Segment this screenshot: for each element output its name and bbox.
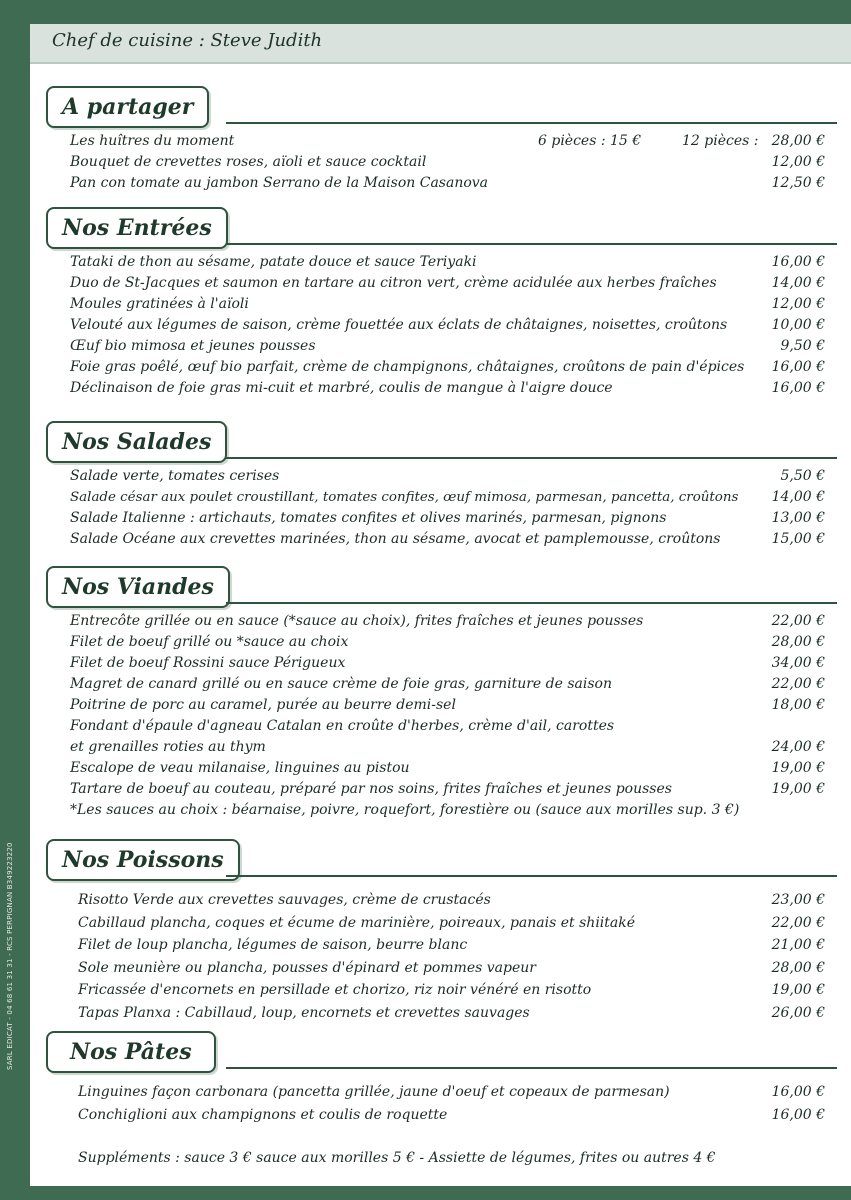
header-band [30,24,851,64]
item-desc: Linguines façon carbonara (pancetta grillée, jaune d'oeuf et copeaux de parmesan) [78,1084,670,1100]
item-list [30,889,851,1024]
section-divider [226,457,837,459]
menu-item [30,632,851,653]
item-desc: Fricassée d'encornets en persillade et chorizo, riz noir vénéré en risotto [78,982,592,998]
section-title: Nos Viandes [46,566,230,608]
section-title: Nos Pâtes [46,1031,216,1073]
menu-item [30,779,851,800]
item-desc: Tapas Planxa : Cabillaud, loup, encornets et crevettes sauvages [78,1004,530,1021]
item-desc: et grenailles roties au thym [70,739,266,755]
item-price: 23,00 € [771,892,825,908]
menu-item [30,695,851,716]
item-price: 24,00 € [771,739,825,755]
item-price: 22,00 € [771,613,825,629]
menu-item [30,934,851,957]
item-price: 28,00 € [771,634,825,650]
item-desc: Foie gras poêlé, œuf bio parfait, crème de champignons, châtaignes, croûtons de pain d'épices [70,359,745,375]
item-price: 9,50 € [780,338,825,354]
item-price: 26,00 € [771,1004,825,1021]
item-price: 16,00 € [771,1106,825,1123]
item-price: 22,00 € [771,676,825,692]
menu-item [30,273,851,294]
menu-item [30,173,851,194]
menu-item [30,912,851,935]
sauce-note: *Les sauces au choix : béarnaise, poivre, roquefort, forestière ou (sauce aux morilles sup. 3 €) [70,802,740,818]
menu-item [30,378,851,399]
item-price: 16,00 € [771,1084,825,1100]
section-title: Nos Poissons [46,839,240,881]
item-desc: Salade Italienne : artichauts, tomates confites et olives marinés, parmesan, pignons [70,510,667,526]
item-price: 22,00 € [771,914,825,931]
item-desc: Escalope de veau milanaise, linguines au pistou [70,760,410,776]
item-desc: Sole meunière ou plancha, pousses d'épinard et pommes vapeur [78,959,536,976]
item-price: 19,00 € [771,781,825,797]
menu-item [30,889,851,912]
supplements-note: Suppléments : sauce 3 € sauce aux morilles 5 € - Assiette de légumes, frites ou autres 4 € [78,1150,716,1166]
item-price: 28,00 € [771,133,825,149]
menu-item [30,487,851,508]
menu-item [30,1081,851,1104]
item-price: 34,00 € [771,655,825,671]
item-list [30,611,851,821]
item-price: 28,00 € [771,959,825,976]
item-price: 13,00 € [771,510,825,526]
menu-item [30,674,851,695]
item-desc: Risotto Verde aux crevettes sauvages, crème de crustacés [78,892,491,908]
item-desc: Déclinaison de foie gras mi-cuit et marbré, coulis de mangue à l'aigre douce [70,380,613,396]
item-option-6: 6 pièces : 15 € [538,133,642,149]
item-price: 16,00 € [771,254,825,270]
section-divider [226,1067,837,1069]
item-desc: Conchiglioni aux champignons et coulis de roquette [78,1106,448,1123]
item-price: 14,00 € [771,275,825,291]
menu-item [30,529,851,550]
menu-item [30,1104,851,1127]
menu-item [30,1002,851,1025]
item-desc: Bouquet de crevettes roses, aïoli et sauce cocktail [70,154,427,170]
chef-name: Chef de cuisine : Steve Judith [52,30,323,51]
item-list [30,1081,851,1126]
section-divider [226,122,837,124]
item-price: 15,00 € [771,531,825,547]
item-price: 19,00 € [771,760,825,776]
menu-item [30,357,851,378]
menu-sheet [30,24,851,1186]
section-divider [226,602,837,604]
item-price: 12,00 € [771,154,825,170]
item-desc: Fondant d'épaule d'agneau Catalan en croûte d'herbes, crème d'ail, carottes [70,718,615,734]
item-desc: Cabillaud plancha, coques et écume de marinière, poireaux, panais et shiitaké [78,914,636,931]
item-price: 18,00 € [771,697,825,713]
item-list [30,252,851,399]
item-desc: Filet de boeuf Rossini sauce Périgueux [70,655,346,671]
menu-item [30,252,851,273]
menu-item [30,611,851,632]
item-price: 19,00 € [771,982,825,998]
menu-item [30,979,851,1002]
item-price: 5,50 € [780,468,825,484]
item-desc: Pan con tomate au jambon Serrano de la Maison Casanova [70,175,489,191]
item-desc: Salade césar aux poulet croustillant, tomates confites, œuf mimosa, parmesan, pancetta, croûtons [70,490,739,505]
menu-item [30,131,851,152]
item-list [30,131,851,194]
item-desc: Duo de St-Jacques et saumon en tartare au citron vert, crème acidulée aux herbes fraîches [70,275,717,291]
item-desc: Salade Océane aux crevettes marinées, thon au sésame, avocat et pamplemousse, croûtons [70,531,721,547]
item-desc: Entrecôte grillée ou en sauce (*sauce au choix), frites fraîches et jeunes pousses [70,613,644,629]
menu-item [30,336,851,357]
item-desc: Tataki de thon au sésame, patate douce et sauce Teriyaki [70,254,477,270]
menu-item [30,315,851,336]
item-desc: Filet de boeuf grillé ou *sauce au choix [70,634,349,650]
menu-item [30,294,851,315]
menu-item [30,152,851,173]
item-list [30,466,851,550]
printer-imprint: SARL EDICAT - 04 68 61 31 31 - RCS PERPIGNAN B349223220 [6,842,14,1070]
menu-item [30,653,851,674]
section-title: A partager [46,86,209,128]
item-desc: Moules gratinées à l'aïoli [70,296,249,312]
item-price: 10,00 € [771,317,825,333]
item-desc: Salade verte, tomates cerises [70,468,280,484]
menu-item [30,508,851,529]
menu-item [30,758,851,779]
item-desc: Filet de loup plancha, légumes de saison, beurre blanc [78,937,468,953]
item-desc: Velouté aux légumes de saison, crème fouettée aux éclats de châtaignes, noisettes, croûtons [70,317,728,333]
section-divider [226,243,837,245]
item-desc: Tartare de boeuf au couteau, préparé par nos soins, frites fraîches et jeunes pousses [70,781,672,797]
item-price: 16,00 € [771,359,825,375]
item-desc: Les huîtres du moment [70,133,235,149]
item-price: 21,00 € [771,937,825,953]
menu-item [30,466,851,487]
menu-note [30,800,851,821]
item-desc: Œuf bio mimosa et jeunes pousses [70,338,316,354]
item-price: 16,00 € [771,380,825,396]
item-price: 12,00 € [771,296,825,312]
menu-item [30,737,851,758]
item-price: 12,50 € [771,175,825,191]
menu-item [30,957,851,980]
section-divider [226,875,837,877]
item-desc: Magret de canard grillé ou en sauce crème de foie gras, garniture de saison [70,676,612,692]
section-title: Nos Entrées [46,207,228,249]
item-price: 14,00 € [771,489,825,505]
section-title: Nos Salades [46,421,227,463]
item-desc: Poitrine de porc au caramel, purée au beurre demi-sel [70,697,456,713]
item-option-12: 12 pièces : [682,133,759,149]
menu-item [30,716,851,737]
